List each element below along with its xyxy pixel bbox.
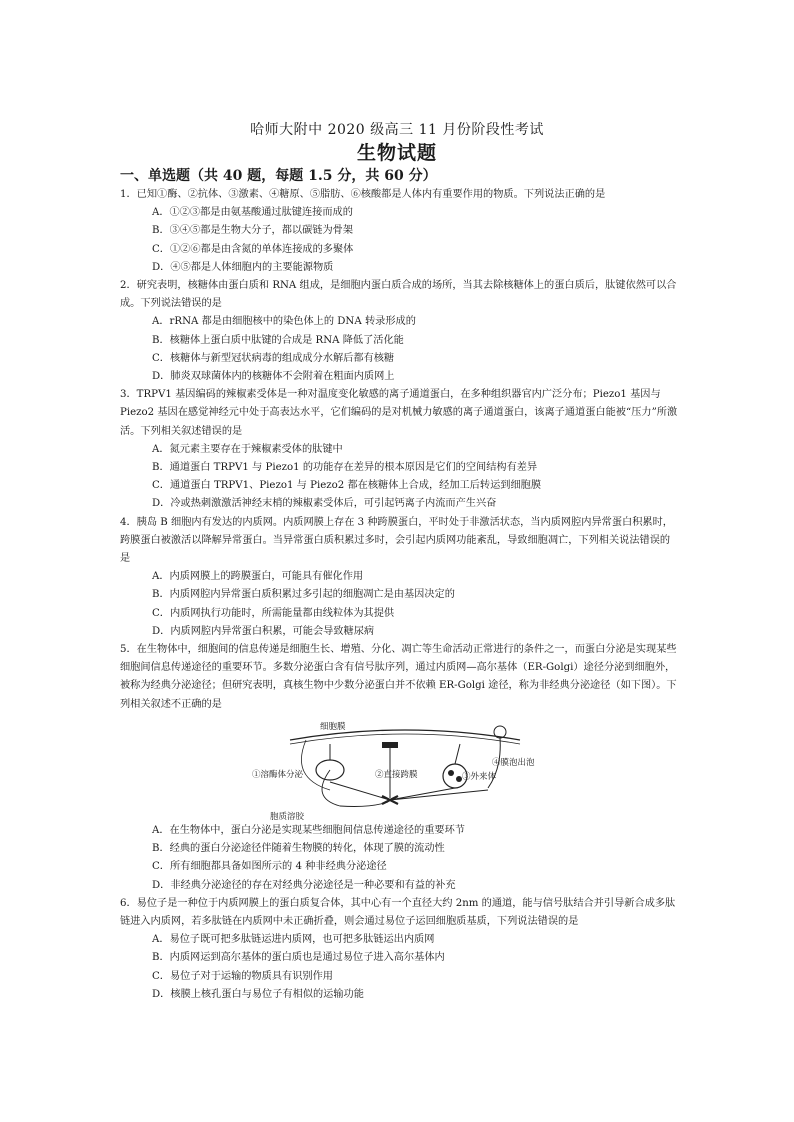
question-2 (120, 277, 680, 386)
option-b: B．经典的蛋白分泌途径伴随着生物膜的转化，体现了膜的流动性 (152, 843, 445, 855)
question-4 (120, 514, 680, 641)
option-d: D．非经典分泌途径的存在对经典分泌途径是一种必要和有益的补充 (152, 879, 456, 891)
figure-label-bleb: ④膜泡出泡 (492, 757, 535, 768)
option-c: C．①②⑥都是由含氮的单体连接成的多聚体 (152, 243, 354, 255)
option-a: A．内质网膜上的跨膜蛋白，可能具有催化作用 (152, 571, 364, 583)
subject-title: 生物试题 (356, 142, 437, 164)
option-d: D．肺炎双球菌体内的核糖体不会附着在粗面内质网上 (152, 371, 395, 383)
option-a: A．①②③都是由氨基酸通过肽键连接而成的 (152, 207, 353, 219)
option-c: C．易位子对于运输的物质具有识别作用 (152, 970, 333, 982)
figure-label-cytosol: 胞质溶胶 (270, 811, 305, 822)
option-b: B．内质网腔内异常蛋白质积累过多引起的细胞凋亡是由基因决定的 (152, 589, 455, 601)
option-b: B．③④⑤都是生物大分子，都以碳链为骨架 (152, 225, 354, 237)
option-b: B．通道蛋白 TRPV1 与 Piezo1 的功能存在差异的根本原因是它们的空间结构有差异 (152, 462, 538, 474)
figure-label-lysosome: ①溶酶体分泌 (252, 769, 304, 780)
question-1 (120, 186, 680, 277)
question-stem: 1．已知①酶、②抗体、③激素、④糖原、⑤脂肪、⑥核酸都是人体内有重要作用的物质。下列说法正确的是 (120, 189, 606, 200)
school-title: 哈师大附中 2020 级高三 11 月份阶段性考试 (250, 122, 544, 138)
question-5 (120, 641, 680, 895)
option-a: A．rRNA 都是由细胞核中的染色体上的 DNA 转录形成的 (152, 316, 416, 328)
option-b: B．核糖体上蛋白质中肽键的合成是 RNA 降低了活化能 (152, 334, 404, 346)
option-a: A．氮元素主要存在于辣椒素受体的肽键中 (152, 443, 343, 455)
question-6 (120, 895, 680, 1004)
option-d: D．④⑤都是人体细胞内的主要能源物质 (152, 261, 334, 273)
option-c: C．内质网执行功能时，所需能量都由线粒体为其提供 (152, 607, 395, 619)
question-stem: 6．易位子是一种位于内质网膜上的蛋白质复合体，其中心有一个直径大约 2nm 的通道，能与信号肽结合并引导新合成多肽链进入内质网，若多肽链在内质网中未正确折叠，则会通过易位子运回细胞质基质，下列说法错误的是 (120, 897, 676, 927)
question-stem: 2．研究表明，核糖体由蛋白质和 RNA 组成，是细胞内蛋白质合成的场所，当其去除核糖体上的蛋白质后，肽键依然可以合成。下列说法错误的是 (120, 280, 677, 310)
figure-label-membrane: 细胞膜 (320, 721, 346, 732)
question-list (120, 186, 680, 1004)
question-stem: 3．TRPV1 基因编码的辣椒素受体是一种对温度变化敏感的离子通道蛋白，在多种组织器官内广泛分布；Piezo1 基因与 Piezo2 基因在感觉神经元中处于高表达水平，它们编码的是对机械力敏感的离子通道蛋白，该离子通道蛋白能被“压力”所激活。下列相关叙述错误的是 (120, 389, 678, 437)
option-a: A．易位子既可把多肽链运进内质网，也可把多肽链运出内质网 (152, 934, 435, 946)
figure-label-exosome: ③外来体 (462, 771, 497, 782)
question-stem: 4．胰岛 B 细胞内有发达的内质网。内质网膜上存在 3 种跨膜蛋白，平时处于非激活状态，当内质网腔内异常蛋白积累时，跨膜蛋白被激活以降解异常蛋白。当异常蛋白质积累过多时，会引起内质网功能紊乱，导致细胞凋亡，下列相关说法错误的是 (120, 516, 673, 565)
option-a: A．在生物体中，蛋白分泌是实现某些细胞间信息传递途径的重要环节 (152, 824, 465, 836)
option-d: D．冷或热刺激激活神经末梢的辣椒素受体后，可引起钙离子内流而产生兴奋 (152, 498, 497, 510)
option-c: C．通道蛋白 TRPV1、Piezo1 与 Piezo2 都在核糖体上合成，经加工后转运到细胞膜 (152, 480, 542, 492)
section-heading: 一、单选题（共 40 题，每题 1.5 分，共 60 分） (120, 168, 437, 184)
option-c: C．所有细胞都具备如图所示的 4 种非经典分泌途径 (152, 861, 387, 873)
secretion-pathway-figure (120, 718, 680, 822)
option-d: D．核膜上核孔蛋白与易位子有相似的运输功能 (152, 988, 364, 1000)
figure-label-direct: ②直接跨膜 (375, 769, 418, 780)
option-b: B．内质网运到高尔基体的蛋白质也是通过易位子进入高尔基体内 (152, 952, 445, 964)
question-stem: 5．在生物体中，细胞间的信息传递是细胞生长、增殖、分化、凋亡等生命活动正常进行的条件之一，而蛋白分泌是实现某些细胞间信息传递途径的重要环节。多数分泌蛋白含有信号肽序列，通过内质网—高尔基体（ER-Golgi）途径分泌到细胞外，被称为经典分泌途径；但研究表明，真核生物中少数分泌蛋白并不依赖 ER-Golgi 途径，称为非经典分泌途径（如下图）。下列相关叙述不正确的是 (120, 644, 677, 710)
question-3 (120, 386, 680, 513)
option-d: D．内质网腔内异常蛋白积累，可能会导致糖尿病 (152, 625, 375, 637)
option-c: C．核糖体与新型冠状病毒的组成成分水解后都有核糖 (152, 352, 395, 364)
